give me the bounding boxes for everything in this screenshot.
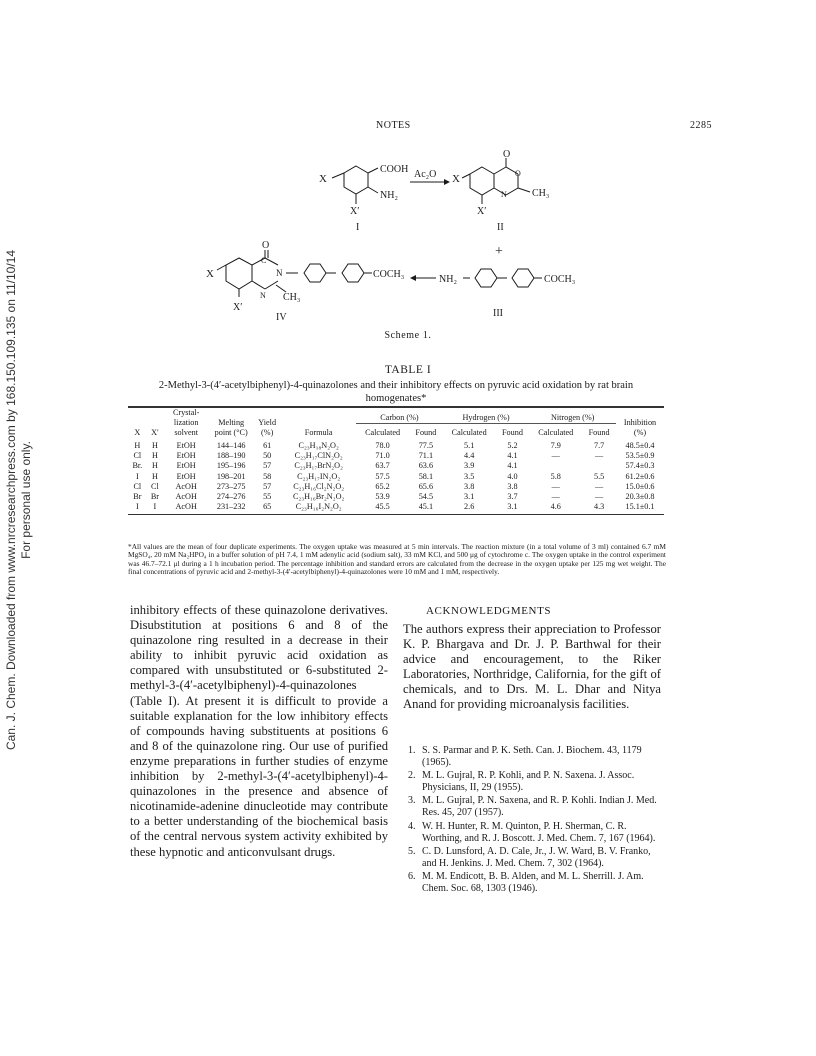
cell-nitrogen-calc: 4.6 (529, 502, 582, 515)
results-table (128, 406, 664, 515)
cell-x-prime: Cl (151, 481, 159, 491)
cell-hydrogen-found: 4.0 (507, 471, 518, 481)
col-header-formula: Formula (281, 407, 356, 438)
cell-nitrogen-calc: — (551, 451, 560, 461)
cell-melting-point: 188–190 (216, 451, 246, 461)
cell-carbon-calc: 45.5 (356, 502, 409, 515)
col-header-carbon-calculated: Calculated (365, 428, 401, 437)
cell-carbon-found: 58.1 (418, 471, 434, 481)
col-header-nitrogen: Nitrogen (%) (529, 407, 616, 423)
reference-number: 6. (408, 870, 416, 882)
cell-inhibition: 57.4±0.3 (625, 461, 655, 471)
cell-melting-point: 195–196 (216, 461, 246, 471)
cell-carbon-found: 63.6 (418, 461, 434, 471)
plus-sign: + (495, 244, 503, 259)
cell-x-prime: H (151, 451, 158, 461)
acknowledgments-text: The authors express their appreciation to Professor K. P. Bhargava and Dr. J. P. Barthwal for their advice and encouragement, to the Riker Laboratories, Northridge, California, for the gift of chemicals, and to Drs. M. L. Dhar and Nitya Anand for providing microanalysis facilities. (403, 622, 661, 712)
cell-nitrogen-found: 5.5 (593, 471, 605, 481)
cell-hydrogen-calc: 3.8 (464, 481, 475, 491)
cell-hydrogen-found: 4.1 (507, 461, 518, 471)
col-header-x: X (128, 407, 147, 438)
cell-formula: C₂₃H₁₇BrN₂O₂ (294, 461, 343, 471)
reference-text: M. L. Gujral, P. N. Saxena, and R. P. Kohli. Indian J. Med. Res. 45, 207 (1957). (422, 795, 657, 819)
cell-hydrogen-found: 3.8 (507, 481, 518, 491)
cell-carbon-calc: 65.2 (375, 481, 390, 491)
cell-carbon-calc: 57.5 (375, 471, 390, 481)
cell-carbon-found: 71.1 (418, 451, 434, 461)
cell-hydrogen-calc: 3.1 (464, 492, 475, 502)
reference-item (408, 846, 662, 870)
compound-iv-label: IV (276, 312, 287, 323)
compound-iv-x: X (206, 268, 214, 280)
cell-x-prime: H (151, 471, 158, 481)
cell-formula: C₂₃H₁₆I₂N₂O₂ (281, 502, 356, 515)
cell-inhibition: 48.5±0.4 (625, 441, 655, 451)
table-label: TABLE I (384, 364, 432, 376)
reference-number: 2. (408, 770, 416, 782)
compound-ii-ring-o: O (515, 169, 521, 178)
cell-yield: 57 (263, 481, 272, 491)
col-header-carbon-found: Found (415, 428, 437, 437)
reference-text: S. S. Parmar and P. K. Seth. Can. J. Biochem. 43, 1179 (1965). (422, 745, 642, 769)
cell-hydrogen-found: 5.2 (507, 441, 518, 451)
reference-number: 5. (408, 845, 416, 857)
table-row (128, 438, 664, 451)
compound-iv-acetyl: COCH₃ (373, 269, 405, 280)
reaction-scheme (0, 0, 816, 330)
col-header-hydrogen-calculated: Calculated (451, 428, 487, 437)
cell-formula: C₂₃H₁₇IN₂O₂ (297, 471, 341, 481)
cell-yield: 55 (263, 492, 272, 502)
cell-melting-point: 198–201 (216, 471, 246, 481)
cell-formula: C₂₃H₁₇ClN₂O₂ (294, 451, 343, 461)
acknowledgments-heading: ACKNOWLEDGMENTS (426, 605, 552, 617)
compound-iv-n3: N (276, 268, 283, 278)
cell-solvent: AcOH (175, 481, 197, 491)
reference-text: M. L. Gujral, R. P. Kohli, and P. N. Saxena. J. Assoc. Physicians, II, 29 (1955). (422, 770, 635, 794)
table-caption: 2-Methyl-3-(4′-acetylbiphenyl)-4-quinazolones and their inhibitory effects on pyruvic acid oxidation by rat brain homogenates* (158, 380, 634, 404)
table-row (128, 451, 664, 461)
cell-hydrogen-found: 3.7 (507, 492, 518, 502)
cell-carbon-calc: 53.9 (375, 492, 390, 502)
scheme-caption: Scheme 1. (384, 330, 432, 341)
cell-hydrogen-calc: 5.1 (464, 441, 475, 451)
cell-inhibition: 61.2±0.6 (625, 471, 655, 481)
cell-solvent: AcOH (163, 502, 209, 515)
compound-ii-methyl: CH₃ (532, 188, 550, 199)
cell-x: H (134, 441, 141, 451)
cell-solvent: EtOH (176, 451, 196, 461)
cell-yield: 65 (253, 502, 281, 515)
cell-carbon-found: 77.5 (418, 441, 434, 451)
compound-iv-n1: N (260, 291, 266, 300)
reference-item (408, 745, 662, 769)
reference-number: 1. (408, 745, 416, 756)
cell-hydrogen-calc: 3.9 (464, 461, 475, 471)
cell-carbon-calc: 71.0 (375, 451, 390, 461)
cell-melting-point: 231–232 (209, 502, 253, 515)
cell-formula: C₂₃H₁₈N₂O₂ (298, 441, 339, 451)
cell-hydrogen-found: 4.1 (507, 451, 518, 461)
cell-inhibition: 15.0±0.6 (625, 481, 655, 491)
cell-formula: C₂₃H₁₆Br₂N₂O₂ (292, 492, 345, 502)
reference-item (408, 821, 662, 845)
compound-iii-label: III (493, 308, 503, 319)
col-header-hydrogen-found: Found (501, 428, 523, 437)
cell-yield: 61 (263, 441, 272, 451)
reference-item (408, 871, 662, 895)
page-number: 2285 (690, 120, 712, 131)
cell-hydrogen-calc: 4.4 (464, 451, 475, 461)
cell-inhibition: 15.1±0.1 (616, 502, 664, 515)
compound-iv-carbonyl-c: C (261, 256, 267, 265)
table-row (128, 492, 664, 502)
cell-nitrogen-found: — (594, 481, 604, 491)
col-header-nitrogen-found: Found (588, 428, 610, 437)
compound-ii-structure (452, 149, 549, 233)
col-header-x-prime: X′ (147, 407, 164, 438)
compound-iii-amine: NH₂ (439, 274, 457, 285)
table-row (128, 472, 664, 482)
cell-nitrogen-calc: — (551, 492, 560, 502)
cell-carbon-found: 45.1 (409, 502, 443, 515)
compound-i-label: I (356, 222, 360, 233)
cell-carbon-calc: 78.0 (375, 441, 390, 451)
cell-x: Br. (132, 461, 143, 471)
table-footnote: *All values are the mean of four duplicate experiments. The oxygen uptake was measured at 5 min intervals. The reaction mixture (in a total volume of 3 ml) contained 6.7 mM MgSO₄, 20 mM Na₂HPO₄ in a buffer solution of pH 7.4, 1 mM adenylic acid (sodium salt), 33 mM KCl, and 500 μg of cytochrome c. The oxygen uptake in the control experiment was 46.7–72.1 μl during a 1 h incubation period. The percentage inhibition and standard errors are calculated from the decrease in the oxygen uptake per 125 mg wet weight. The final concentrations of pyruvic acid and 2-methyl-3-(4′-acetylbiphenyl)-4-quinazolones were 10 mM and 1 mM, respectively. (128, 542, 666, 576)
compound-iv-methyl: CH₃ (283, 292, 301, 303)
compound-iii-acetyl: COCH₃ (544, 274, 576, 285)
col-header-melting-point: Melting point (°C) (209, 407, 253, 438)
cell-yield: 57 (263, 461, 272, 471)
cell-melting-point: 273–275 (216, 481, 246, 491)
cell-nitrogen-found: — (594, 492, 604, 502)
table-row (128, 482, 664, 492)
reagent-label: Ac₂O (414, 169, 437, 180)
reference-number: 4. (408, 820, 416, 832)
cell-x: Cl (133, 481, 142, 491)
cell-x-prime: I (147, 502, 164, 515)
compound-ii-ring-n: N (501, 190, 507, 199)
cell-x: I (128, 502, 147, 515)
reference-number: 3. (408, 795, 416, 807)
cell-x-prime: H (151, 441, 158, 451)
cell-nitrogen-calc: 5.8 (550, 471, 561, 481)
cell-solvent: EtOH (176, 441, 196, 451)
cell-hydrogen-calc: 3.5 (464, 471, 475, 481)
reference-item (408, 795, 662, 819)
compound-ii-xprime: X′ (477, 206, 487, 217)
reference-text: W. H. Hunter, R. M. Quinton, P. H. Sherman, C. R. Worthing, and R. J. Boscott. J. Med. Chem. 7, 167 (1964). (422, 820, 656, 844)
table-row (128, 461, 664, 471)
cell-melting-point: 144–146 (216, 441, 246, 451)
reference-text: C. D. Lunsford, A. D. Cale, Jr., J. W. Ward, B. V. Franko, and H. Jenkins. J. Med. Chem. 7, 302 (1964). (422, 845, 651, 869)
compound-iv-structure (206, 240, 404, 323)
col-header-nitrogen-calculated: Calculated (538, 428, 574, 437)
reference-text: M. M. Endicott, B. B. Alden, and M. L. Sherrill. J. Am. Chem. Soc. 68, 1303 (1946). (422, 870, 644, 895)
col-header-inhibition: Inhibition (%) (616, 407, 664, 438)
cell-carbon-calc: 63.7 (375, 461, 390, 471)
cell-x: I (135, 471, 139, 481)
cell-nitrogen-found: 7.7 (593, 441, 605, 451)
cell-solvent: EtOH (176, 461, 196, 471)
compound-iv-xprime: X′ (233, 302, 243, 313)
col-header-yield: Yield (%) (253, 407, 281, 438)
cell-nitrogen-calc (529, 461, 582, 471)
cell-formula: C₂₃H₁₆Cl₂N₂O₂ (293, 481, 345, 491)
table-row (128, 502, 664, 515)
side-note-line1: Can. J. Chem. Downloaded from www.nrcresearchpress.com by 168.150.109.135 on 11/10/14 (4, 249, 18, 751)
cell-x-prime: Br (150, 492, 160, 502)
compound-i-x: X (319, 173, 327, 185)
cell-hydrogen-calc: 2.6 (443, 502, 496, 515)
cell-nitrogen-calc: 7.9 (550, 441, 561, 451)
cell-inhibition: 53.5±0.9 (625, 451, 655, 461)
col-header-solvent: Crystal-lization solvent (163, 407, 209, 438)
cell-carbon-found: 54.5 (418, 492, 434, 502)
cell-nitrogen-found: — (594, 451, 604, 461)
body-text: inhibitory effects of these quinazolone derivatives. Disubstitution at positions 6 and 8 of the quinazolone ring resulted in a decrease in their ability to inhibit pyruvic acid oxidation as compared with unsubstituted or 6-substituted 2-methyl-3-(4′-acetylbiphenyl)-4-quinazolones (Table I). At present it is difficult to provide a suitable explanation for the low inhibitory effects of compounds having substituents at positions 6 and 8 of the quinazolone ring. Our use of purified enzyme preparations in further studies of enzyme inhibition by 2-methyl-3-(4′-acetylbiphenyl)-4-quinazolones in the presence and absence of nicotinamide-adenine dinucleotide may contribute to a better understanding of the biochemical basis of the central nervous system activity exhibited by these hypnotic and anticonvulsant drugs. (130, 603, 388, 859)
reference-item (408, 770, 662, 794)
cell-x-prime: H (151, 461, 158, 471)
compound-ii-carbonyl-o: O (503, 149, 511, 160)
side-note-line2: For personal use only. (19, 441, 33, 559)
compound-ii-x: X (452, 173, 460, 185)
cell-nitrogen-found: 4.3 (582, 502, 616, 515)
cell-melting-point: 274–276 (216, 492, 246, 502)
cell-yield: 50 (263, 451, 272, 461)
cell-inhibition: 20.3±0.8 (625, 492, 655, 502)
compound-i-nh2: NH₂ (380, 190, 398, 201)
cell-solvent: AcOH (175, 492, 197, 502)
cell-solvent: EtOH (176, 471, 196, 481)
compound-iii-structure (439, 269, 575, 319)
col-header-carbon: Carbon (%) (356, 407, 443, 423)
cell-nitrogen-calc: — (551, 481, 560, 491)
cell-yield: 58 (263, 471, 272, 481)
cell-carbon-found: 65.6 (418, 481, 434, 491)
compound-i-structure (319, 164, 408, 233)
cell-nitrogen-found (582, 461, 616, 471)
col-header-hydrogen: Hydrogen (%) (443, 407, 530, 423)
compound-ii-label: II (497, 222, 504, 233)
cell-x: Cl (133, 451, 142, 461)
compound-i-cooh: COOH (380, 164, 409, 175)
cell-hydrogen-found: 3.1 (496, 502, 530, 515)
running-header: NOTES (376, 120, 411, 131)
compound-i-xprime: X′ (350, 206, 360, 217)
compound-iv-carbonyl-o: O (262, 240, 270, 251)
cell-x: Br (133, 492, 142, 502)
reference-list (408, 745, 662, 896)
